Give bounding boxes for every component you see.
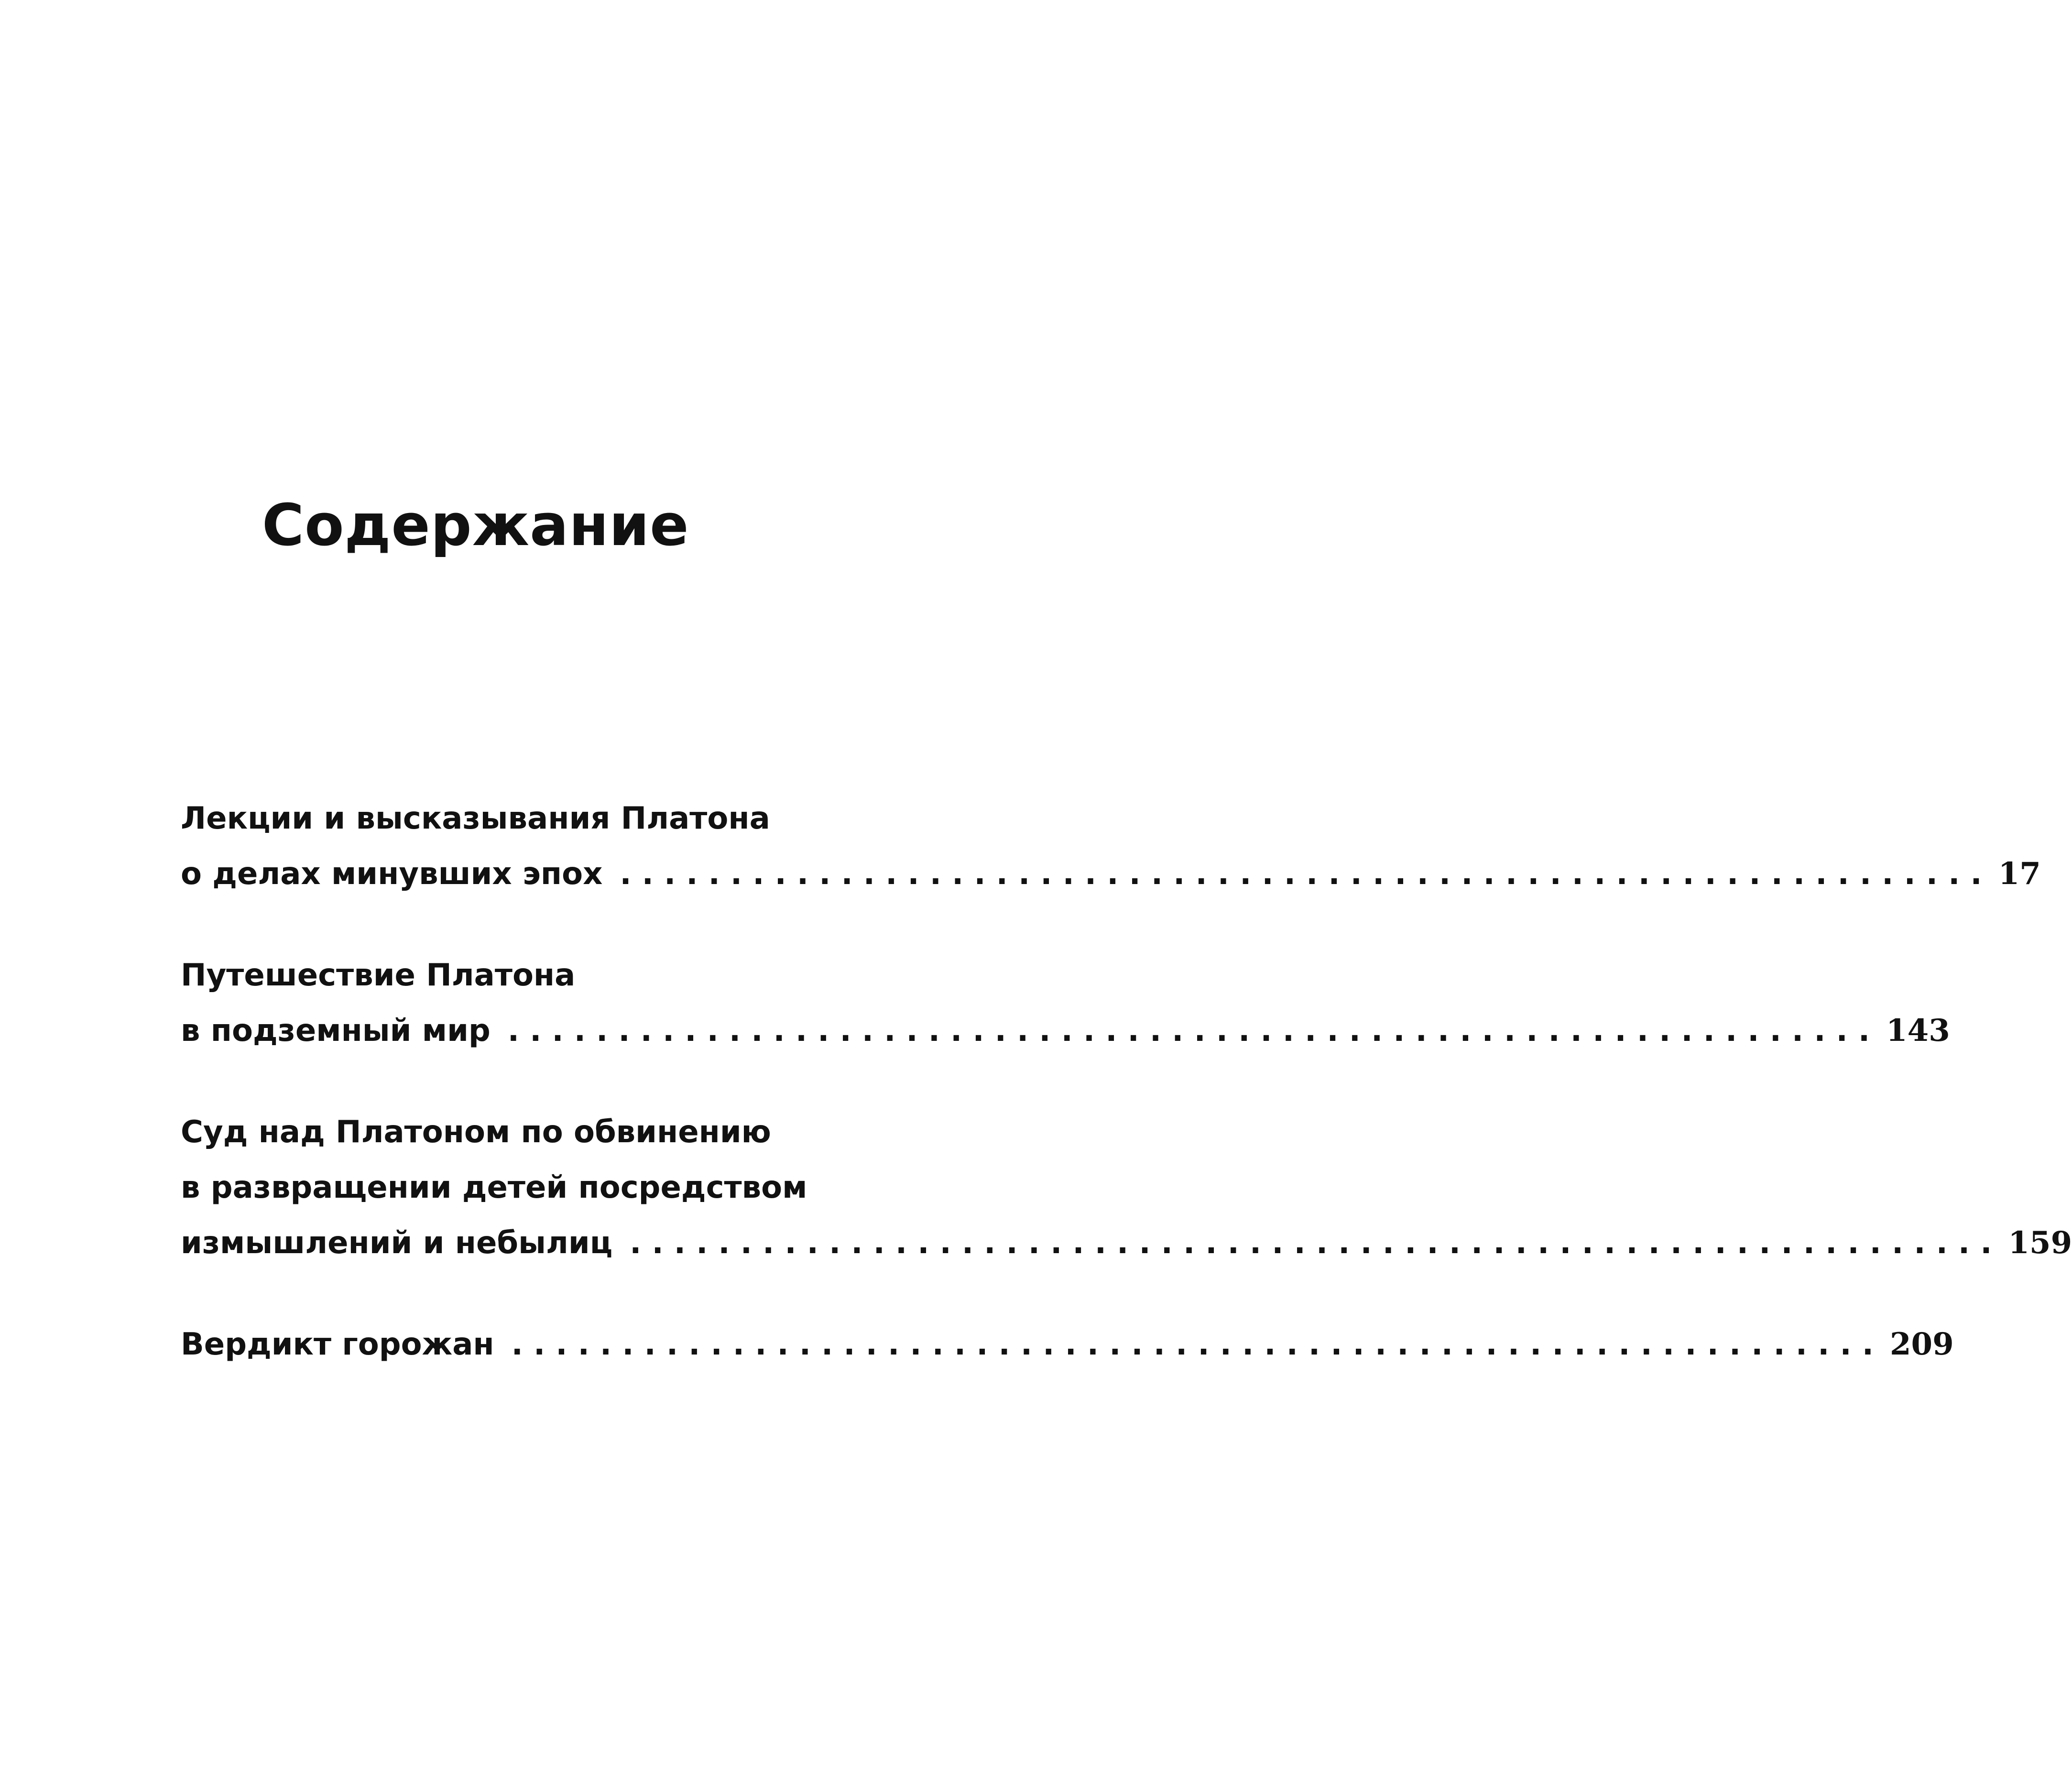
toc-entry-line: Вердикт горожан	[181, 1327, 494, 1362]
toc-page-number: 209	[1890, 1326, 1954, 1362]
toc-title: Содержание	[262, 492, 689, 559]
toc-entry	[181, 958, 1950, 1049]
toc-page-number: 159	[2008, 1225, 2072, 1261]
toc-entry	[181, 1114, 2072, 1261]
toc-entry-line: Путешествие Платона	[181, 958, 576, 993]
toc-entry-last-line	[181, 1326, 1954, 1362]
dot-leader: ..............................................................	[620, 856, 1993, 892]
toc-entry-last-line	[181, 856, 2041, 892]
toc-page-number: 17	[1998, 856, 2041, 892]
toc-entry-line: Суд над Платоном по обвинению	[181, 1114, 771, 1150]
toc-entry-line: в развращении детей посредством	[181, 1170, 807, 1205]
toc-entry-line: измышлений и небылиц	[181, 1225, 613, 1261]
toc-entry-line: о делах минувших эпох	[181, 856, 603, 892]
toc-page-number: 143	[1886, 1013, 1950, 1049]
toc-entry-last-line	[181, 1225, 2072, 1261]
toc-entry-last-line	[181, 1013, 1950, 1049]
toc-entry	[181, 1326, 1954, 1362]
toc-list	[181, 801, 2072, 1431]
toc-entry-line: Лекции и высказывания Платона	[181, 801, 770, 836]
toc-entry-line: в подземный мир	[181, 1013, 491, 1049]
dot-leader: ..............................................................	[511, 1327, 1884, 1362]
dot-leader: ..............................................................	[630, 1225, 2003, 1261]
toc-entry	[181, 801, 2041, 892]
dot-leader: ..............................................................	[507, 1013, 1881, 1049]
